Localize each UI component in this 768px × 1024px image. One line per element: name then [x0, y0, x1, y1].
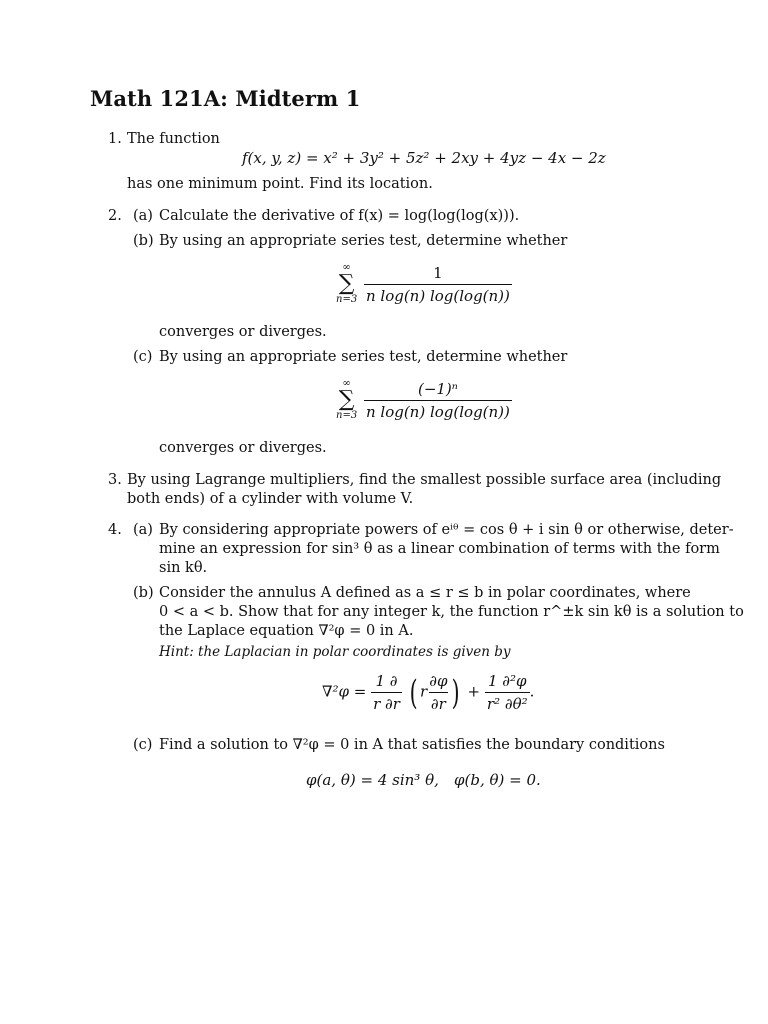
q4-b-line3: the Laplace equation ∇²φ = 0 in A.: [159, 623, 414, 639]
q2-c-fraction: [364, 380, 512, 421]
q2-c-sum-lower: n=3: [336, 410, 358, 421]
q4-a-label: (a): [133, 522, 153, 538]
q4-b-label: (b): [133, 585, 154, 601]
q2-c-text: By using an appropriate series test, determine whether: [159, 349, 568, 365]
laplacian-frac-3-num: 1 ∂²φ: [487, 672, 527, 690]
q4-hint: Hint: the Laplacian in polar coordinates is given by: [159, 644, 511, 660]
q4-a-line1: By considering appropriate powers of eⁱᶿ = cos θ + i sin θ or otherwise, deter-: [159, 522, 734, 538]
q4-c-label: (c): [133, 737, 153, 753]
q2-c-after: converges or diverges.: [159, 440, 327, 456]
q4-a-line2: mine an expression for sin³ θ as a linear combination of terms with the form: [159, 541, 720, 557]
q1-intro: The function: [127, 131, 220, 147]
q3-number: 3.: [108, 472, 122, 488]
q2-c-label: (c): [133, 349, 153, 365]
q1-number: 1.: [108, 131, 122, 147]
q4-c-text: Find a solution to ∇²φ = 0 in A that satisfies the boundary conditions: [159, 737, 665, 753]
q3-line1: By using Lagrange multipliers, find the smallest possible surface area (including: [127, 472, 722, 488]
q2-b-label: (b): [133, 233, 154, 249]
page-title: Math 121A: Midterm 1: [90, 86, 361, 111]
q2-b-sum-upper: ∞: [342, 262, 351, 273]
laplacian-frac-2-den: ∂r: [429, 692, 448, 713]
q2-b-text: By using an appropriate series test, determine whether: [159, 233, 568, 249]
q2-b-fraction: [364, 264, 512, 305]
q2-a-text: Calculate the derivative of f(x) = log(log(log(x))).: [159, 208, 520, 224]
q2-b-after: converges or diverges.: [159, 324, 327, 340]
q2-c-sum: ∞ ∑ n=3: [336, 378, 358, 421]
q2-c-series: [336, 379, 512, 421]
q2-b-denominator: n log(n) log(log(n)): [364, 284, 512, 305]
q4-c-bc2: φ(b, θ) = 0.: [454, 771, 541, 789]
laplacian-frac-3-den: r² ∂θ²: [485, 692, 530, 713]
q4-a-line3: sin kθ.: [159, 560, 208, 576]
laplacian-frac-2: [427, 672, 449, 713]
q1-formula: f(x, y, z) = x² + 3y² + 5z² + 2xy + 4yz − 4x − 2z: [242, 149, 606, 167]
laplacian-r: r: [420, 682, 428, 701]
laplacian-plus: +: [467, 682, 481, 701]
laplacian-lhs: ∇²φ =: [322, 682, 367, 701]
q2-b-series: [336, 263, 512, 305]
q2-b-numerator: 1: [433, 263, 443, 282]
q2-c-numerator: (−1)ⁿ: [417, 379, 458, 398]
q2-number: 2.: [108, 208, 122, 224]
q4-b-line2: 0 < a < b. Show that for any integer k, the function r^±k sin kθ is a solution to: [159, 604, 744, 620]
q2-b-sum: ∞ ∑ n=3: [336, 262, 358, 305]
q3-line2: both ends) of a cylinder with volume V.: [127, 491, 414, 507]
q2-b-sum-lower: n=3: [336, 294, 358, 305]
q4-c-bc1: φ(a, θ) = 4 sin³ θ,: [306, 771, 439, 789]
laplacian-frac-2-num: ∂φ: [429, 672, 448, 690]
laplacian-end: .: [529, 682, 535, 701]
laplacian-frac-3: [485, 672, 530, 713]
q2-c-sum-upper: ∞: [342, 378, 351, 389]
q1-text: has one minimum point. Find its location.: [127, 176, 433, 192]
q4-number: 4.: [108, 522, 122, 538]
laplacian-formula: ∇²φ = $\frac{1 \partial}{r \partial r}$ ( r $\frac{\partial\varphi}{\partial r}$ ) + $\frac{\text{1 ∂²φ}}{\text{r² ∂θ²}}$ .: [322, 672, 535, 713]
q2-c-denominator: n log(n) log(log(n)): [364, 400, 512, 421]
laplacian-frac-1: [371, 672, 402, 713]
q2-a-label: (a): [133, 208, 153, 224]
q4-b-line1: Consider the annulus A defined as a ≤ r ≤ b in polar coordinates, where: [159, 585, 691, 601]
laplacian-frac-1-num: 1 ∂: [375, 672, 398, 690]
laplacian-frac-1-den: r ∂r: [371, 692, 402, 713]
